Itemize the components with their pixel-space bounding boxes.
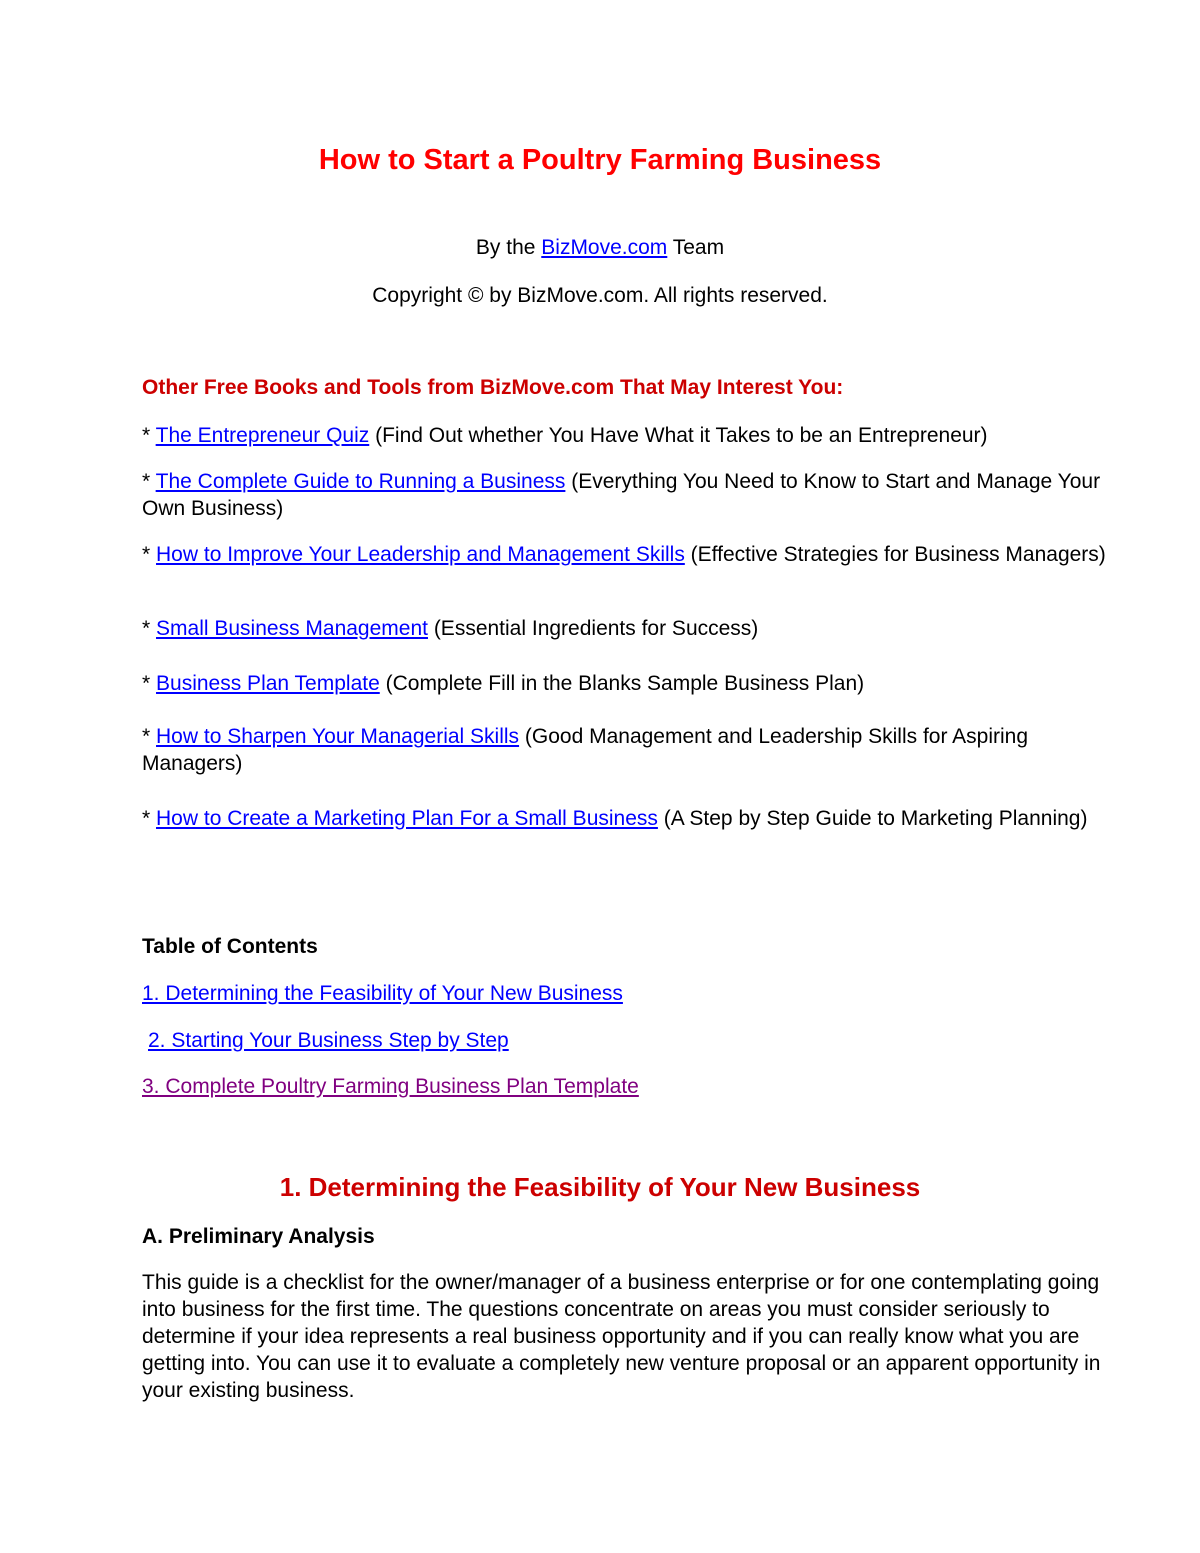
toc-link-business-plan-template[interactable]: 3. Complete Poultry Farming Business Plan Template <box>142 1075 639 1098</box>
bullet: * <box>142 725 157 748</box>
bullet: * <box>142 672 157 695</box>
running-a-business-link[interactable]: The Complete Guide to Running a Business <box>155 470 566 493</box>
byline <box>0 233 1200 263</box>
copyright-notice: Copyright © by BizMove.com. All rights reserved. <box>372 284 828 307</box>
section-heading: 1. Determining the Feasibility of Your New Business <box>279 1172 921 1202</box>
other-books-heading: Other Free Books and Tools from BizMove.com That May Interest You: <box>142 376 844 399</box>
list-item <box>142 723 1112 777</box>
entrepreneur-quiz-link[interactable]: The Entrepreneur Quiz <box>155 424 370 447</box>
list-item <box>142 468 1112 522</box>
item-description: (Effective Strategies for Business Managers) <box>684 543 1106 566</box>
subsection-heading: A. Preliminary Analysis <box>142 1225 375 1248</box>
toc-link-starting-business[interactable]: 2. Starting Your Business Step by Step <box>148 1029 509 1052</box>
managerial-skills-link[interactable]: How to Sharpen Your Managerial Skills <box>156 725 520 748</box>
leadership-skills-link[interactable]: How to Improve Your Leadership and Management Skills <box>156 543 685 566</box>
small-business-management-link[interactable]: Small Business Management <box>156 617 428 640</box>
list-item <box>142 422 1112 449</box>
list-item <box>142 615 1112 642</box>
marketing-plan-link[interactable]: How to Create a Marketing Plan For a Small Business <box>156 807 658 830</box>
list-item <box>142 805 1112 832</box>
page-title: How to Start a Poultry Farming Business <box>318 144 882 176</box>
bullet: * <box>142 470 156 493</box>
byline-prefix: By the <box>475 236 542 259</box>
item-description: (Find Out whether You Have What it Takes to be an Entrepreneur) <box>369 424 988 447</box>
item-description: (Everything You Need to Know to Start and Manage Your Own Business) <box>142 470 1101 520</box>
item-description: (Essential Ingredients for Success) <box>427 617 759 640</box>
bullet: * <box>142 807 157 830</box>
item-description: (Complete Fill in the Blanks Sample Business Plan) <box>379 672 865 695</box>
list-item <box>142 541 1112 568</box>
bullet: * <box>142 543 157 566</box>
bullet: * <box>142 424 156 447</box>
body-paragraph: This guide is a checklist for the owner/manager of a business enterprise or for one contemplating going into business for the first time. The questions concentrate on areas you must consider seriously to determine if your idea represents a real business opportunity and if you can really know what you are getting into. You can use it to evaluate a completely new venture proposal or an apparent opportunity in your existing business. <box>142 1271 1101 1402</box>
byline-suffix: Team <box>667 236 725 259</box>
item-description: (A Step by Step Guide to Marketing Planning) <box>657 807 1088 830</box>
bullet: * <box>142 617 157 640</box>
bizmove-link[interactable]: BizMove.com <box>541 236 668 259</box>
toc-link-feasibility[interactable]: 1. Determining the Feasibility of Your New Business <box>142 982 623 1005</box>
business-plan-template-link[interactable]: Business Plan Template <box>156 672 380 695</box>
item-description: (Good Management and Leadership Skills for Aspiring Managers) <box>142 725 1029 775</box>
toc-heading: Table of Contents <box>142 935 318 958</box>
list-item <box>142 670 1112 697</box>
